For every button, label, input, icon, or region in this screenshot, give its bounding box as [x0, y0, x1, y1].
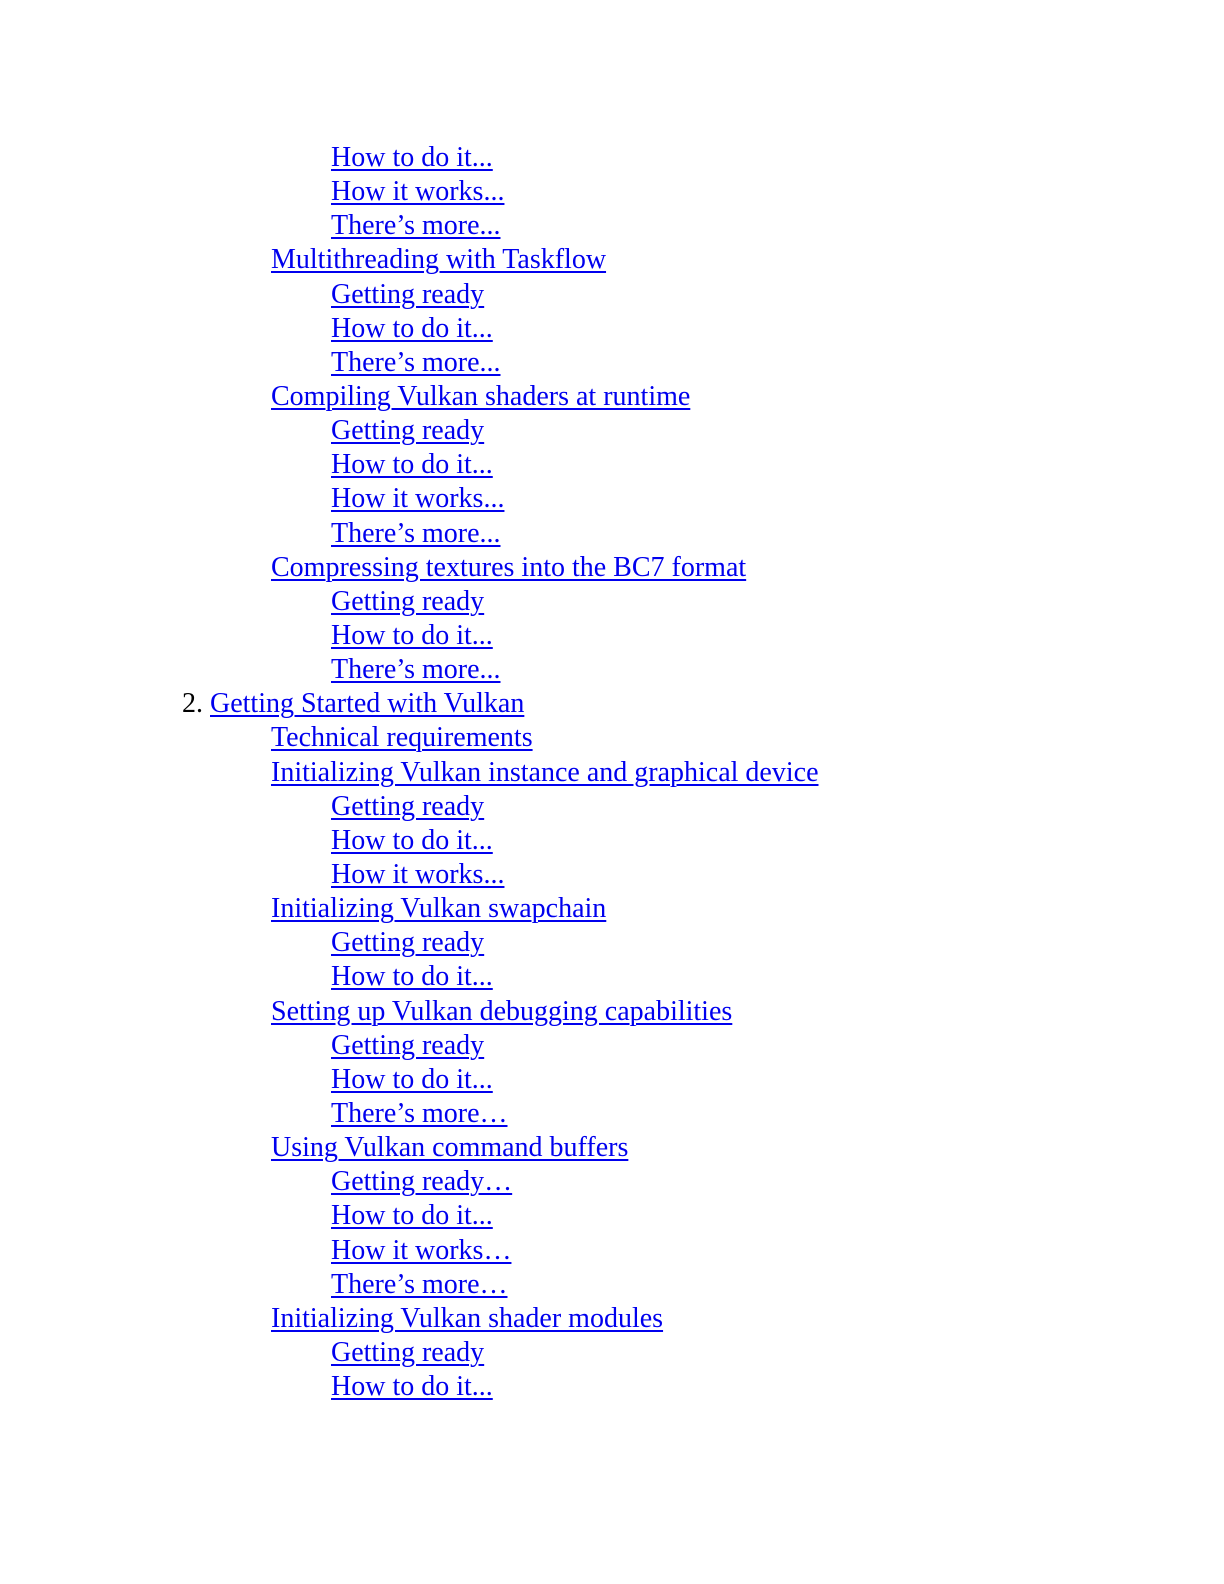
toc-subsection-entry — [0, 346, 1224, 380]
toc-subsection-entry — [0, 824, 1224, 858]
toc-subsection-entry — [0, 1370, 1224, 1404]
toc-link[interactable]: Initializing Vulkan swapchain — [271, 893, 607, 925]
toc-link[interactable]: How to do it... — [331, 1063, 493, 1095]
toc-link[interactable]: There’s more... — [331, 346, 501, 378]
toc-link[interactable]: Setting up Vulkan debugging capabilities — [271, 995, 733, 1027]
toc-link[interactable]: How to do it... — [331, 449, 493, 481]
toc-link[interactable]: Compressing textures into the BC7 format — [271, 551, 747, 583]
toc-subsection-entry — [0, 1268, 1224, 1302]
toc-link[interactable]: How it works... — [331, 176, 505, 208]
toc-subsection-entry — [0, 1029, 1224, 1063]
toc-section-entry — [0, 756, 1224, 790]
toc-link[interactable]: How to do it... — [331, 619, 493, 651]
toc-link[interactable]: Getting ready — [331, 415, 485, 447]
toc-section-entry — [0, 243, 1224, 277]
toc-link[interactable]: There’s more... — [331, 517, 501, 549]
toc-subsection-entry — [0, 312, 1224, 346]
toc-chapter-entry — [0, 687, 1224, 721]
toc-link[interactable]: How to do it... — [331, 312, 493, 344]
toc-link[interactable]: Getting ready — [331, 1029, 485, 1061]
toc-subsection-entry — [0, 619, 1224, 653]
toc-subsection-entry — [0, 926, 1224, 960]
toc-section-entry — [0, 380, 1224, 414]
toc-link[interactable]: How to do it... — [331, 824, 493, 856]
toc-subsection-entry — [0, 1336, 1224, 1370]
toc-subsection-entry — [0, 1063, 1224, 1097]
toc-subsection-entry — [0, 209, 1224, 243]
toc-link[interactable]: Compiling Vulkan shaders at runtime — [271, 380, 691, 412]
toc-link[interactable]: There’s more... — [331, 210, 501, 242]
toc-section-entry — [0, 1302, 1224, 1336]
toc-subsection-entry — [0, 278, 1224, 312]
toc-link[interactable]: How it works... — [331, 483, 505, 515]
toc-link[interactable]: How to do it... — [331, 961, 493, 993]
toc-subsection-entry — [0, 653, 1224, 687]
toc-link[interactable]: Getting ready — [331, 1336, 485, 1368]
toc-subsection-entry — [0, 1234, 1224, 1268]
toc-section-entry — [0, 1131, 1224, 1165]
toc-link[interactable]: Getting ready… — [331, 1166, 513, 1198]
toc-link[interactable]: Using Vulkan command buffers — [271, 1132, 629, 1164]
table-of-contents — [0, 141, 1224, 1404]
toc-section-entry — [0, 892, 1224, 926]
toc-subsection-entry — [0, 414, 1224, 448]
toc-link[interactable]: Initializing Vulkan instance and graphical device — [271, 756, 819, 788]
toc-subsection-entry — [0, 517, 1224, 551]
toc-section-entry — [0, 551, 1224, 585]
toc-link[interactable]: Getting ready — [331, 278, 485, 310]
toc-link[interactable]: Technical requirements — [271, 722, 533, 754]
toc-section-entry — [0, 721, 1224, 755]
toc-link[interactable]: There’s more... — [331, 654, 501, 686]
toc-link[interactable]: How it works... — [331, 858, 505, 890]
toc-subsection-entry — [0, 1165, 1224, 1199]
toc-link[interactable]: How to do it... — [331, 1371, 493, 1403]
chapter-number: 2. — [182, 688, 203, 720]
toc-subsection-entry — [0, 1097, 1224, 1131]
toc-subsection-entry — [0, 960, 1224, 994]
toc-subsection-entry — [0, 585, 1224, 619]
toc-subsection-entry — [0, 482, 1224, 516]
toc-link[interactable]: Getting Started with Vulkan — [210, 688, 525, 720]
toc-link[interactable]: Getting ready — [331, 585, 485, 617]
toc-link[interactable]: There’s more… — [331, 1097, 508, 1129]
toc-subsection-entry — [0, 858, 1224, 892]
toc-subsection-entry — [0, 448, 1224, 482]
toc-link[interactable]: Multithreading with Taskflow — [271, 244, 607, 276]
toc-link[interactable]: Getting ready — [331, 790, 485, 822]
toc-subsection-entry — [0, 1199, 1224, 1233]
toc-link[interactable]: Getting ready — [331, 927, 485, 959]
toc-subsection-entry — [0, 175, 1224, 209]
toc-link[interactable]: How it works… — [331, 1234, 512, 1266]
toc-subsection-entry — [0, 141, 1224, 175]
toc-section-entry — [0, 995, 1224, 1029]
toc-link[interactable]: Initializing Vulkan shader modules — [271, 1302, 664, 1334]
toc-link[interactable]: There’s more… — [331, 1268, 508, 1300]
toc-subsection-entry — [0, 790, 1224, 824]
toc-link[interactable]: How to do it... — [331, 1200, 493, 1232]
toc-link[interactable]: How to do it... — [331, 142, 493, 173]
